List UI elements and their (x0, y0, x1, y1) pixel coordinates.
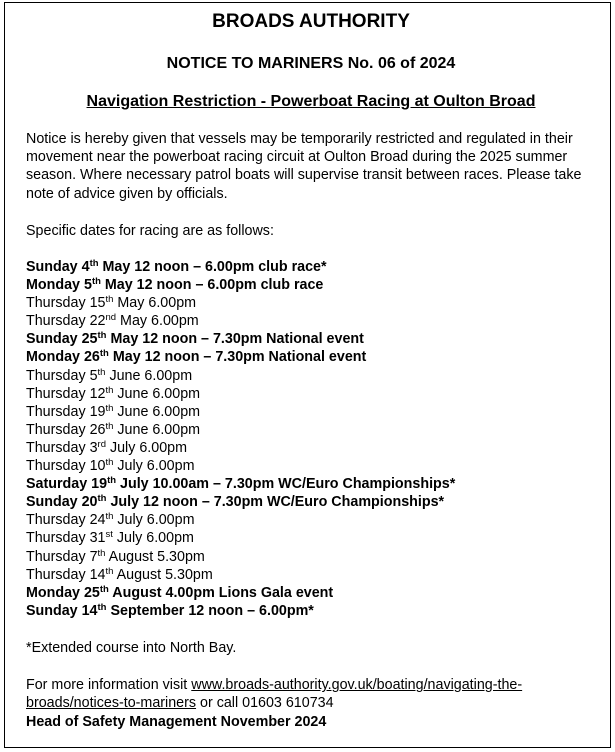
footnote: *Extended course into North Bay. (26, 639, 237, 656)
race-date-ordinal: th (99, 348, 109, 360)
race-date-ordinal: th (99, 583, 109, 595)
race-date-day: Monday 5 (26, 277, 92, 294)
race-date-ordinal: th (107, 475, 117, 487)
race-date-day: Thursday 22 (26, 313, 106, 330)
race-date-row (26, 276, 596, 294)
race-date-row (26, 493, 596, 511)
race-date-details: May 12 noon – 6.00pm club race (100, 277, 324, 294)
more-info-suffix: or call 01603 610734 (196, 695, 334, 712)
race-date-details: May 12 noon – 7.30pm National event (106, 331, 364, 348)
race-date-row (26, 511, 596, 529)
dates-lead-text: Specific dates for racing are as follows: (26, 222, 274, 239)
race-dates-list (26, 258, 596, 620)
race-date-row (26, 403, 596, 421)
notice-heading: Navigation Restriction - Powerboat Racing at Oulton Broad (86, 93, 536, 110)
race-date-day: Thursday 14 (26, 566, 106, 583)
race-date-ordinal: rd (97, 438, 106, 450)
race-date-row (26, 548, 596, 566)
race-date-ordinal: th (105, 384, 114, 396)
race-date-day: Saturday 19 (26, 476, 108, 493)
race-date-ordinal: th (97, 330, 107, 342)
race-date-ordinal: th (91, 276, 101, 288)
race-date-day: Thursday 7 (26, 548, 98, 565)
race-date-details: July 6.00pm (105, 439, 188, 456)
race-date-row (26, 312, 596, 330)
organisation-title: BROADS AUTHORITY (212, 11, 410, 32)
race-date-day: Sunday 25 (26, 331, 98, 348)
race-date-day: Monday 26 (26, 349, 100, 366)
race-date-row (26, 330, 596, 348)
race-date-details: June 6.00pm (113, 385, 201, 402)
race-date-ordinal: th (105, 294, 114, 306)
race-date-details: July 6.00pm (112, 530, 194, 547)
race-date-day: Thursday 24 (26, 512, 106, 529)
race-date-row (26, 457, 596, 475)
race-date-details: August 5.30pm (105, 548, 205, 565)
race-date-day: Thursday 26 (26, 421, 106, 438)
race-date-day: Thursday 12 (26, 385, 106, 402)
intro-paragraph: Notice is hereby given that vessels may be temporarily restricted and regulated in their movement near the powerboat racing circuit at Oulton Broad during the 2025 summer season. Where necessary patrol boats will supervise transit between races. Please take note of advice given by officials. (26, 131, 582, 202)
race-date-day: Thursday 31 (26, 530, 106, 547)
more-info-paragraph (26, 676, 596, 712)
race-date-row (26, 294, 596, 312)
race-date-ordinal: th (97, 366, 106, 378)
race-date-details: August 5.30pm (113, 566, 213, 583)
race-date-row (26, 385, 596, 403)
race-date-row (26, 584, 596, 602)
race-date-details: May 12 noon – 7.30pm National event (108, 349, 367, 366)
race-date-day: Thursday 15 (26, 295, 106, 312)
race-date-ordinal: th (105, 420, 114, 432)
race-date-ordinal: nd (105, 312, 117, 324)
race-date-ordinal: th (97, 547, 106, 559)
race-date-details: August 4.00pm Lions Gala event (108, 584, 334, 601)
race-date-ordinal: th (105, 402, 114, 414)
race-date-ordinal: th (105, 511, 114, 523)
more-info-prefix: For more information visit (26, 677, 192, 694)
race-date-row (26, 421, 596, 439)
race-date-day: Thursday 10 (26, 458, 106, 475)
race-date-ordinal: th (97, 601, 107, 613)
race-date-details: July 10.00am – 7.30pm WC/Euro Championships* (116, 476, 456, 493)
race-date-day: Sunday 14 (26, 602, 98, 619)
race-date-day: Sunday 20 (26, 494, 98, 511)
race-date-details: July 6.00pm (113, 458, 195, 475)
race-date-ordinal: th (105, 565, 114, 577)
race-date-ordinal: st (105, 529, 113, 541)
race-date-row (26, 258, 596, 276)
race-date-ordinal: th (105, 457, 114, 469)
race-date-day: Thursday 3 (26, 439, 98, 456)
race-date-row (26, 566, 596, 584)
race-date-row (26, 348, 596, 366)
race-date-details: June 6.00pm (113, 421, 201, 438)
race-date-row (26, 439, 596, 457)
race-date-details: July 6.00pm (113, 512, 195, 529)
notice-number: NOTICE TO MARINERS No. 06 of 2024 (166, 55, 456, 72)
race-date-day: Monday 25 (26, 584, 100, 601)
race-date-details: June 6.00pm (113, 403, 201, 420)
race-date-row (26, 475, 596, 493)
race-date-day: Thursday 19 (26, 403, 106, 420)
race-date-day: Sunday 4 (26, 259, 90, 276)
notice-document (4, 2, 611, 748)
race-date-details: September 12 noon – 6.00pm* (106, 602, 314, 619)
notices-to-mariners-link[interactable]: www.broads-authority.gov.uk/boating/navigating-the-broads/notices-to-mariners (26, 677, 523, 712)
race-date-details: June 6.00pm (105, 367, 193, 384)
race-date-row (26, 602, 596, 620)
race-date-details: May 6.00pm (116, 313, 199, 330)
race-date-ordinal: th (97, 493, 107, 505)
race-date-details: May 6.00pm (113, 295, 197, 312)
race-date-details: July 12 noon – 7.30pm WC/Euro Championships* (106, 494, 445, 511)
race-date-details: May 12 noon – 6.00pm club race* (98, 259, 327, 276)
race-date-row (26, 529, 596, 547)
race-date-row (26, 367, 596, 385)
signoff: Head of Safety Management November 2024 (26, 713, 327, 730)
race-date-ordinal: th (89, 258, 99, 270)
race-date-day: Thursday 5 (26, 367, 98, 384)
